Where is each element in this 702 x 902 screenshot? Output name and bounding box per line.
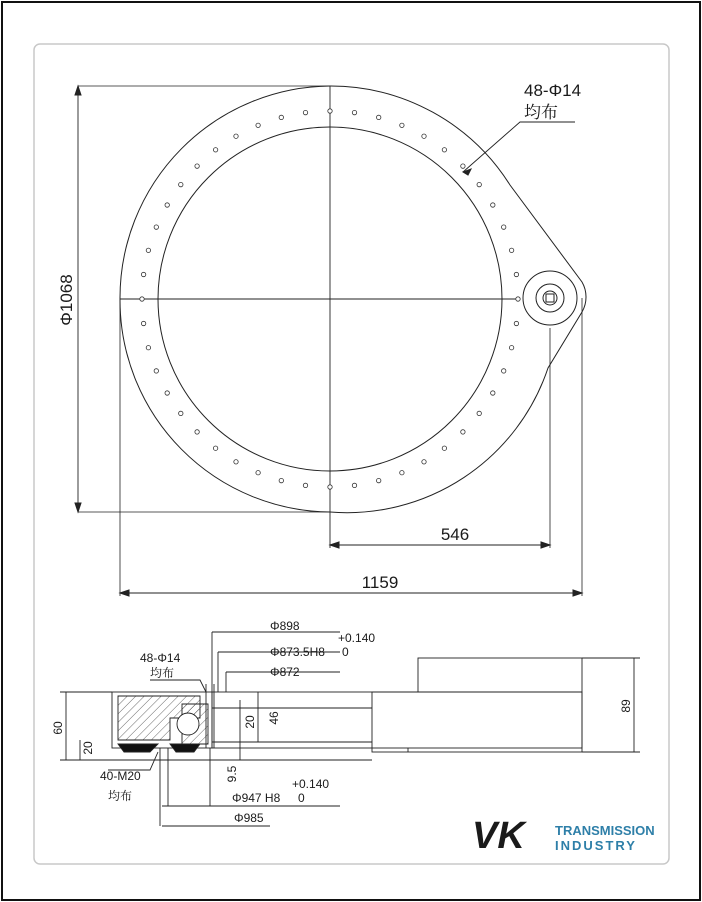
dim-h46: 46: [267, 711, 281, 725]
bolt-hole: [256, 471, 260, 475]
bolt-hole: [279, 115, 283, 119]
bolt-hole: [140, 297, 144, 301]
offset-dim-label: 546: [440, 525, 470, 544]
bolt-hole: [442, 148, 446, 152]
bolt-hole: [422, 134, 426, 138]
dim-h20a: 20: [81, 741, 95, 755]
top-holes-note: 48-Φ14: [140, 651, 181, 665]
bolt-hole: [377, 115, 381, 119]
bolt-hole: [400, 471, 404, 475]
bolt-hole: [234, 460, 238, 464]
bolt-hole: [256, 123, 260, 127]
bolt-hole: [303, 110, 307, 114]
bolt-hole: [461, 164, 465, 168]
dim-tol2-plus: +0.140: [292, 777, 330, 791]
bolt-hole: [146, 346, 150, 350]
bolt-hole: [179, 411, 183, 415]
thread-note: 40-M20: [100, 769, 141, 783]
bolt-hole: [234, 134, 238, 138]
bolt-hole: [213, 148, 217, 152]
bolt-hole: [514, 272, 518, 276]
bolt-hole: [328, 109, 332, 113]
hole-note-sub: 均布: [524, 103, 558, 122]
bolt-hole: [502, 225, 506, 229]
bolt-hole: [352, 483, 356, 487]
bolt-hole: [400, 123, 404, 127]
bolt-hole: [141, 321, 145, 325]
inner-frame: [34, 44, 669, 864]
bolt-hole: [509, 248, 513, 252]
bolt-hole: [146, 248, 150, 252]
bolt-hole: [509, 346, 513, 350]
bolt-hole: [461, 430, 465, 434]
dim-h9-5: 9.5: [225, 765, 239, 783]
bolt-hole: [422, 460, 426, 464]
hole-note: 48-Φ14: [524, 81, 582, 100]
dim-d898: Φ898: [270, 619, 300, 633]
bolt-hole: [477, 182, 481, 186]
bolt-hole: [154, 369, 158, 373]
bolt-hole: [179, 182, 183, 186]
bolt-hole: [377, 478, 381, 482]
dim-tol-zero: 0: [342, 645, 349, 659]
bolt-hole: [195, 430, 199, 434]
bolt-hole: [516, 297, 520, 301]
bolt-hole: [477, 411, 481, 415]
bolt-hole: [502, 369, 506, 373]
dim-h89: 89: [619, 699, 633, 713]
bolt-hole: [328, 485, 332, 489]
dim-d947: Φ947 H8: [232, 791, 281, 805]
bolt-hole: [279, 478, 283, 482]
logo-mark: VK: [472, 815, 525, 857]
thread-sub: 均布: [108, 789, 133, 803]
logo-line2: INDUSTRY: [555, 838, 637, 853]
ball-race: [177, 713, 199, 735]
dim-d872: Φ872: [270, 665, 300, 679]
dim-d985: Φ985: [234, 811, 264, 825]
dim-h20b: 20: [243, 715, 257, 729]
dim-tol2-zero: 0: [298, 791, 305, 805]
bolt-hole: [195, 164, 199, 168]
bolt-hole: [491, 391, 495, 395]
top-holes-sub: 均布: [150, 666, 175, 680]
bolt-hole: [213, 446, 217, 450]
overall-length-label: 1159: [361, 573, 399, 592]
bolt-hole: [154, 225, 158, 229]
dim-tol-plus: +0.140: [338, 631, 376, 645]
dim-h60: 60: [51, 721, 65, 735]
bolt-hole: [141, 272, 145, 276]
bolt-hole: [442, 446, 446, 450]
outer-diameter-label: Φ1068: [57, 274, 76, 326]
bolt-hole: [165, 203, 169, 207]
bolt-hole: [165, 391, 169, 395]
bolt-hole: [514, 321, 518, 325]
bolt-hole: [352, 110, 356, 114]
logo-line1: TRANSMISSION: [555, 823, 655, 838]
bolt-hole: [303, 483, 307, 487]
bolt-hole: [491, 203, 495, 207]
dim-d873: Φ873.5H8: [270, 645, 325, 659]
